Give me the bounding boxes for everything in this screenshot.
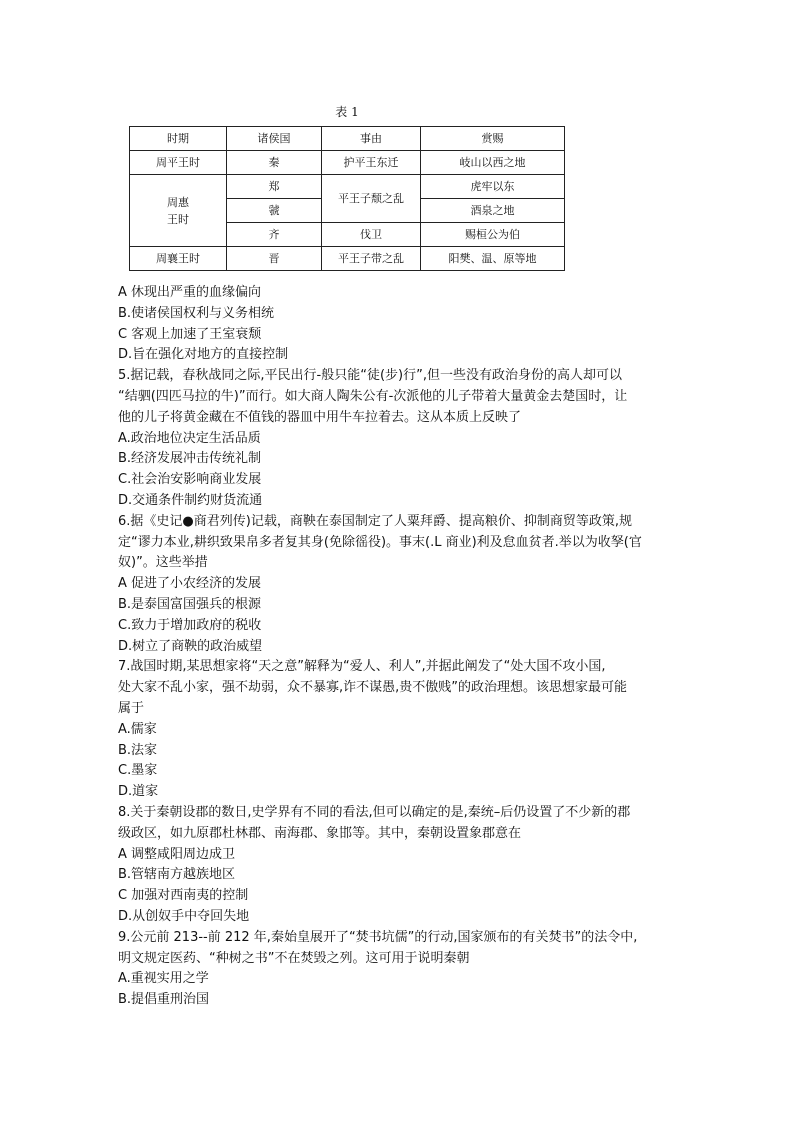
text-line: 7.战国时期,某思想家将“天之意”解释为“爱人、利人”,并据此阐发了“处大国不攻小国, [118, 659, 606, 675]
table-cell: 虎牢以东 [421, 175, 565, 199]
text-line: 8.关于秦朝设郡的数日,史学界有不同的看法,但可以确定的是,秦统–后仍设置了不少新的郡 [118, 804, 631, 820]
text-line: 属于 [118, 700, 145, 716]
table-header-cell: 时期 [130, 127, 227, 151]
text-line: B.提倡重刑治国 [118, 992, 210, 1008]
text-line: B.是泰国富国强兵的根源 [118, 596, 262, 612]
table-cell: 虢 [227, 199, 322, 223]
text-line: C 加强对西南夷的控制 [118, 888, 249, 904]
text-line: 他的儿子将黄金藏在不值钱的器皿中用牛车拉着去。这从本质上反映了 [118, 409, 522, 425]
text-line: B.法家 [118, 742, 158, 758]
reward-table [129, 126, 565, 271]
period-line: 周惠 [167, 195, 189, 209]
text-line: C 客观上加速了王室衰颓 [118, 326, 262, 342]
table-row [130, 175, 565, 199]
table-cell: 秦 [227, 151, 322, 175]
text-line: D.从创奴手中夺回失地 [118, 908, 250, 924]
table-header-cell: 诸侯国 [227, 127, 322, 151]
question-text [118, 283, 678, 1011]
table-cell: 岐山以西之地 [421, 151, 565, 175]
table-header-cell: 赏赐 [421, 127, 565, 151]
text-line: A.儒家 [118, 721, 157, 737]
text-line: C.社会治安影响商业发展 [118, 472, 262, 488]
text-line: D.道家 [118, 784, 159, 800]
table-cell: 周平王时 [130, 151, 227, 175]
text-line: 6.据《史记●商君列传)记载，商鞅在泰国制定了人粟拜爵、提高粮价、抑制商贸等政策,规 [118, 513, 632, 529]
table-cell: 阳樊、温、原等地 [421, 247, 565, 271]
table-cell: 酒泉之地 [421, 199, 565, 223]
table-cell: 平王子颓之乱 [322, 175, 421, 223]
text-line: A.重视实用之学 [118, 971, 209, 987]
table-cell: 郑 [227, 175, 322, 199]
table-header-cell: 事由 [322, 127, 421, 151]
text-line: A 休现出严重的血缘偏向 [118, 285, 262, 300]
text-line: 奴)”。这些举措 [118, 555, 208, 571]
text-line: D.树立了商鞅的政治威望 [118, 638, 263, 654]
period-line: 王时 [167, 212, 189, 226]
text-line: D.旨在强化对地方的直接控制 [118, 347, 289, 363]
text-line: 明文规定医药、“种树之书”不在焚毁之列。这可用于说明秦朝 [118, 950, 470, 966]
table-cell: 周襄王时 [130, 247, 227, 271]
table-caption: 表 1 [335, 105, 359, 119]
text-line: A 促进了小农经济的发展 [118, 576, 262, 592]
table-cell: 晋 [227, 247, 322, 271]
text-line: B.使诸侯国权利与义务相统 [118, 305, 275, 321]
text-line: 级政区，如九原郡杜林郡、南海郡、象邯等。其中，秦朝设置象郡意在 [118, 825, 522, 841]
table-cell: 齐 [227, 223, 322, 247]
table-cell-period [130, 175, 227, 247]
text-line: 处大家不乱小家，强不劫弱，众不暴寡,诈不谋愚,贵不傲贱”的政治理想。该思想家最可能 [118, 680, 628, 696]
text-line: “结驷(四匹马拉的牛)”而行。如大商人陶朱公有-次派他的儿子带着大量黄金去楚国时，让 [118, 388, 628, 404]
table-cell: 赐桓公为伯 [421, 223, 565, 247]
text-line: B.管辖南方越族地区 [118, 867, 236, 883]
table-row [130, 247, 565, 271]
text-line: A 调整咸阳周边成卫 [118, 846, 236, 862]
table-cell: 护平王东迁 [322, 151, 421, 175]
table-cell: 平王子带之乱 [322, 247, 421, 271]
text-line: 5.据记载，春秋战同之际,平民出行-般只能“徒(步)行”,但一些没有政治身份的高人却可以 [118, 368, 622, 384]
table-header-row [130, 127, 565, 151]
text-line: D.交通条件制约财货流通 [118, 492, 263, 508]
text-line: B.经济发展冲击传统礼制 [118, 451, 262, 467]
text-line: A.政治地位决定生活品质 [118, 430, 261, 446]
table-row [130, 151, 565, 175]
text-line: C.致力于增加政府的税收 [118, 617, 262, 633]
text-line: 9.公元前 213--前 212 年,秦始皇展开了“焚书坑儒”的行动,国家颁布的有关焚书”的法令中, [118, 929, 638, 945]
table-cell: 伐卫 [322, 223, 421, 247]
text-line: 定“谬力本业,耕织致果帛多者复其身(免除徭役)。事末(.L 商业)利及怠血贫者.举以为收孥(官 [118, 534, 642, 550]
text-line: C.墨家 [118, 763, 158, 779]
